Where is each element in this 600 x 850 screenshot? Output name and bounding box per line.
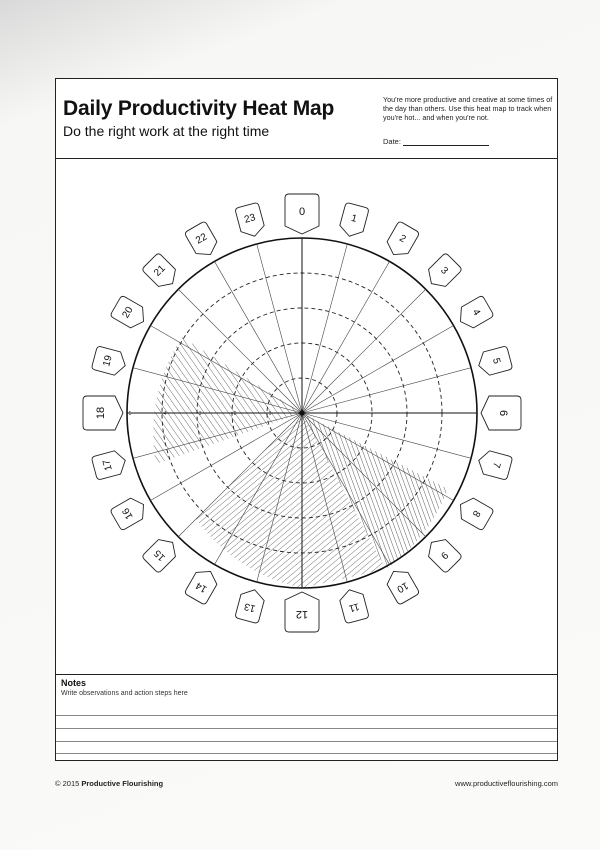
hour-spoke <box>302 413 454 501</box>
hatch-line <box>394 159 556 674</box>
hatch-line <box>56 159 470 505</box>
hatch-line <box>56 159 504 546</box>
hatch-line <box>103 283 556 674</box>
hatch-line <box>56 159 556 656</box>
hour-tab-label: 17 <box>101 458 115 472</box>
heat-map-wheel <box>56 159 556 674</box>
hatch-line <box>146 335 556 674</box>
hour-tab-label: 15 <box>152 547 168 563</box>
notes-title: Notes <box>61 678 87 688</box>
hatch-line <box>342 159 556 674</box>
hatch-line <box>56 280 253 674</box>
hour-tab-label: 10 <box>394 579 410 595</box>
hour-spoke <box>302 244 347 413</box>
copyright <box>55 779 163 788</box>
brand-name: Productive Flourishing <box>81 779 164 788</box>
hour-spoke <box>133 368 302 413</box>
note-line[interactable] <box>56 715 557 716</box>
hatch-line <box>347 159 556 549</box>
hatch-line <box>210 411 556 674</box>
hour-tab-label: 20 <box>120 305 136 321</box>
hour-tab-label: 12 <box>295 608 309 621</box>
hour-tab-label: 1 <box>349 212 359 226</box>
center-dot <box>300 411 305 416</box>
hour-spoke <box>257 413 302 582</box>
hatch-line <box>192 159 466 674</box>
hatch-line <box>198 397 556 674</box>
hour-tab-label: 8 <box>469 508 483 519</box>
hour-tab[interactable] <box>285 194 319 234</box>
hatch-line <box>56 159 191 674</box>
hour-tab-label: 5 <box>489 356 503 366</box>
date-input-line[interactable] <box>403 145 489 146</box>
hour-spoke <box>215 261 303 413</box>
hour-tab-label: 19 <box>101 354 115 368</box>
hatch-line <box>359 159 556 540</box>
hour-tab[interactable] <box>141 534 181 574</box>
hour-tab-label: 13 <box>243 600 257 614</box>
hatch-line <box>56 189 384 674</box>
hour-tab[interactable] <box>476 346 513 377</box>
hatch-line <box>355 159 556 543</box>
note-line[interactable] <box>56 741 557 742</box>
hatch-line <box>192 390 556 674</box>
date-label: Date: <box>383 137 401 146</box>
hatch-line <box>331 159 556 674</box>
hatch-line <box>143 159 417 674</box>
hour-tab[interactable] <box>423 252 463 292</box>
hour-tab-label: 23 <box>243 212 257 226</box>
hour-spoke <box>302 413 426 537</box>
hour-spoke <box>302 368 471 413</box>
intro-text: You're more productive and creative at some times of the day than others. Use this heat map to track when you're hot... and when you're not. <box>383 95 553 122</box>
hatch-line <box>56 283 249 674</box>
worksheet <box>55 78 558 761</box>
hatch-line <box>56 159 499 539</box>
hour-tab[interactable] <box>141 252 181 292</box>
header <box>56 79 557 159</box>
hatch-line <box>228 159 556 632</box>
hatch-line <box>343 159 556 551</box>
hatch-line <box>94 159 368 674</box>
hour-spoke <box>150 413 302 501</box>
hatch-line <box>56 159 394 415</box>
hatch-line <box>105 287 556 674</box>
note-line[interactable] <box>56 728 557 729</box>
scale-labels <box>129 411 272 417</box>
date-field[interactable] <box>383 137 489 146</box>
scale-label: 4 <box>163 411 167 417</box>
hatch-line <box>367 159 556 534</box>
hatch-line <box>149 339 556 674</box>
hour-tab-label: 22 <box>194 231 210 247</box>
hatch-line <box>286 159 556 595</box>
hour-spoke <box>150 326 302 414</box>
hatch-line <box>198 401 556 674</box>
notes-section <box>56 674 557 762</box>
hour-tab-label: 4 <box>469 307 483 318</box>
hour-tab-label: 7 <box>489 460 503 470</box>
hatch-line <box>108 290 556 674</box>
hour-tab[interactable] <box>476 449 513 480</box>
hatch-line <box>339 159 556 554</box>
hour-tab[interactable] <box>383 221 420 261</box>
hour-tab-label: 11 <box>347 600 361 614</box>
copyright-prefix: © 2015 <box>55 779 80 788</box>
page-subtitle: Do the right work at the right time <box>63 123 270 139</box>
hour-tab[interactable] <box>285 592 319 632</box>
notes-hint: Write observations and action steps here <box>61 690 188 697</box>
hour-tab[interactable] <box>235 202 266 239</box>
hatch-line <box>56 234 318 674</box>
hour-spoke <box>302 261 390 413</box>
hatch-line <box>335 159 556 557</box>
hour-spoke <box>302 289 426 413</box>
hatch-line <box>56 159 406 429</box>
hatch-line <box>56 159 403 425</box>
hatch-line <box>56 159 513 556</box>
hour-tab[interactable] <box>91 346 128 377</box>
hour-tab[interactable] <box>481 396 521 430</box>
hatch-line <box>101 159 375 674</box>
hatch-line <box>56 159 194 674</box>
hatch-line <box>56 159 510 549</box>
hour-spoke <box>302 413 347 582</box>
hatch-line <box>56 159 515 674</box>
hatch-line <box>349 159 556 674</box>
hatch-line <box>353 159 556 674</box>
hour-tab-label: 21 <box>152 263 168 279</box>
hatch-line <box>56 159 510 674</box>
hatch-line <box>351 159 556 546</box>
hatch-line <box>152 342 556 674</box>
hatch-line <box>56 286 245 674</box>
hour-tab[interactable] <box>338 202 369 239</box>
hour-tab[interactable] <box>423 534 463 574</box>
hour-tab-label: 14 <box>194 579 210 595</box>
hour-spoke <box>178 413 302 537</box>
scale-label: 1 <box>268 411 272 417</box>
scale-label: 3 <box>198 411 202 417</box>
hatch-line <box>240 159 514 674</box>
hatch-line <box>56 275 261 674</box>
hour-tab-label: 2 <box>397 232 408 246</box>
scale-label: 5 <box>128 411 132 417</box>
hour-tab[interactable] <box>91 449 128 480</box>
hatch-line <box>363 159 556 537</box>
hatch-line <box>56 159 409 432</box>
hour-spoke <box>302 326 454 414</box>
hatch-line <box>56 159 499 674</box>
page-title: Daily Productivity Heat Map <box>63 97 335 120</box>
hour-tab[interactable] <box>184 221 221 261</box>
hour-tab-label: 0 <box>298 205 306 218</box>
hour-tab-label: 18 <box>94 406 107 420</box>
hatch-line <box>346 159 556 674</box>
hatch-line <box>237 159 511 674</box>
note-line[interactable] <box>56 753 557 754</box>
hour-spoke <box>257 244 302 413</box>
hatch-line <box>338 159 556 674</box>
hatch-line <box>406 159 556 674</box>
hour-tab[interactable] <box>383 565 420 605</box>
hatch-line <box>100 280 556 674</box>
wheel-grid <box>127 238 477 588</box>
hour-tab-label: 6 <box>497 409 510 417</box>
hatch-line <box>334 159 556 674</box>
hatch-line <box>56 159 467 501</box>
hour-tab[interactable] <box>184 565 221 605</box>
hour-tab-label: 9 <box>438 549 450 561</box>
hour-tab[interactable] <box>454 494 494 531</box>
website-url[interactable]: www.productiveflourishing.com <box>455 779 558 788</box>
hatch-line <box>56 277 257 674</box>
hatch-line <box>56 159 400 422</box>
hatch-line <box>56 159 511 674</box>
hour-tab[interactable] <box>454 295 494 332</box>
hour-tab[interactable] <box>110 295 150 332</box>
hatch-line <box>402 159 556 674</box>
hatch-line <box>56 194 376 674</box>
hour-tab-label: 3 <box>438 265 450 277</box>
hatch-line <box>56 292 237 674</box>
hatch-line <box>188 159 462 674</box>
hatch-line <box>213 414 556 674</box>
hour-tab[interactable] <box>110 494 150 531</box>
hour-tab[interactable] <box>338 587 369 624</box>
hatch-line <box>56 272 265 674</box>
hatch-line <box>207 408 556 674</box>
hatch-line <box>56 159 496 536</box>
scale-label: 2 <box>233 411 237 417</box>
hatch-line <box>56 159 397 418</box>
hour-spoke <box>133 413 302 458</box>
hour-tab-label: 16 <box>120 505 136 521</box>
hour-tab[interactable] <box>83 396 123 430</box>
hatch-line <box>56 289 241 674</box>
hatch-line <box>357 159 556 674</box>
hatch-line <box>139 159 413 674</box>
hour-tab[interactable] <box>235 587 266 624</box>
hatch-line <box>290 159 556 589</box>
hatch-line <box>56 159 503 674</box>
